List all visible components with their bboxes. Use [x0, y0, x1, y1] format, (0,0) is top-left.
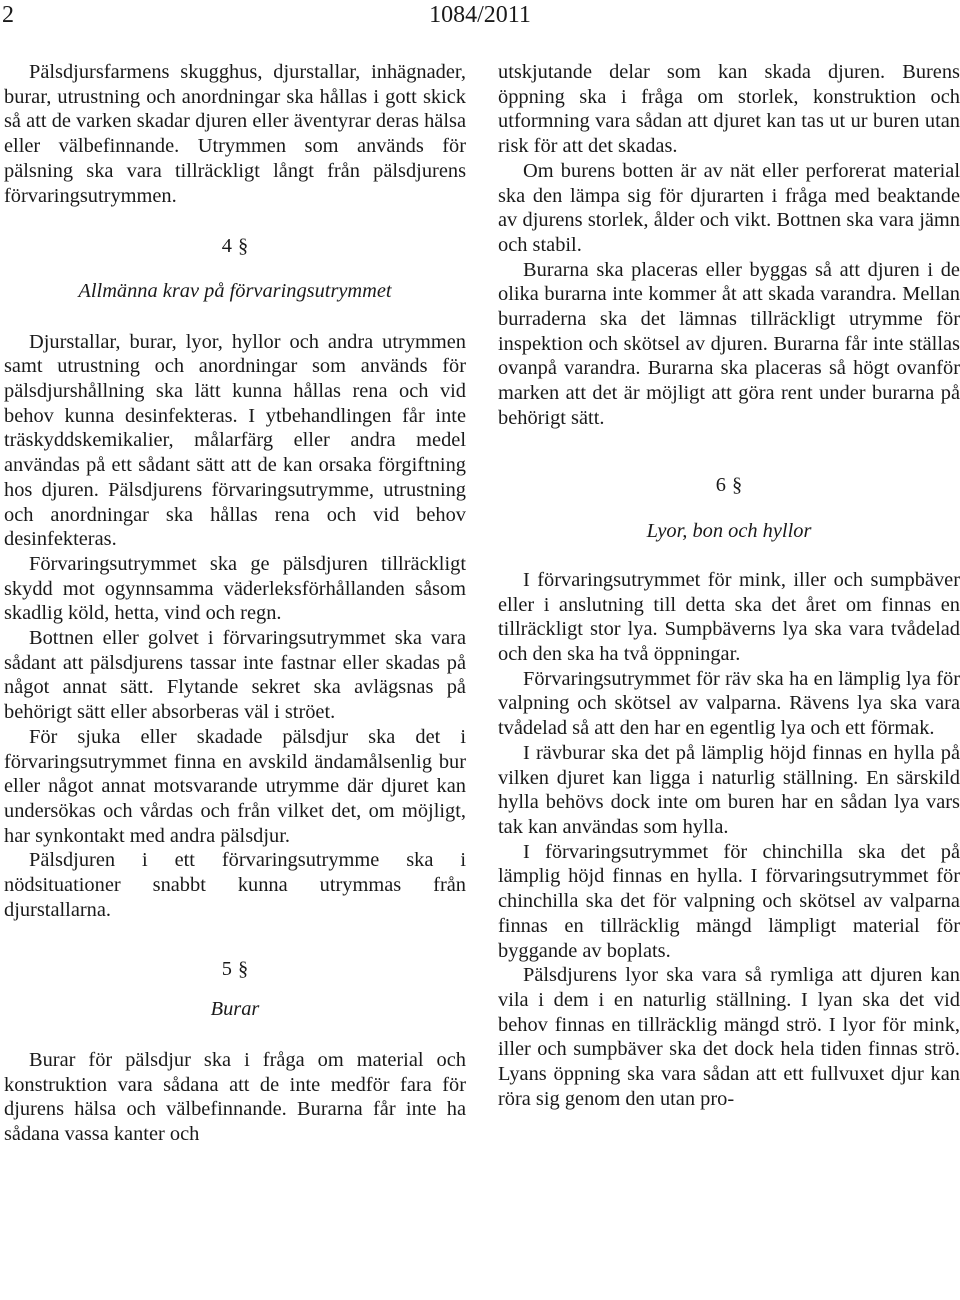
page-header: [0, 0, 960, 34]
section-6-heading: [498, 473, 960, 498]
section-number: 5: [221, 957, 232, 980]
paragraph: Förvaringsutrymmet ska ge pälsdjuren tillräckligt skydd mot ogynnsamma väderleksförhållanden såsom skadlig köld, hetta, vind och regn.: [4, 552, 466, 625]
section-5-title: Burar: [210, 998, 260, 1021]
paragraph: Förvaringsutrymmet för räv ska ha en lämplig lya för valpning och skötsel av valparna. Rävens lya ska vara tvådelad så att den har en egentlig lya och ett förmak.: [498, 667, 960, 740]
section-sign-icon: §: [238, 235, 249, 258]
paragraph: Djurstallar, burar, lyor, hyllor och andra utrymmen samt utrustning och anordningar som används för pälsdjurshållning ska lätt kunna hållas rena och vid behov kunna desinfekteras. I ytbehandlingen får inte träskyddskemikalier, målarfärg eller andra medel användas på ett sådant sätt att de kan orsaka förgiftning hos djuren. Pälsdjurens förvaringsutrymme, utrustning och anordningar ska hållas rena och vid behov desinfekteras.: [4, 330, 466, 551]
section-4-title: Allmänna krav på förvaringsutrymmet: [78, 279, 392, 302]
paragraph: Pälsdjurens lyor ska vara så rymliga att djuren kan vila i dem i en naturlig ställning. I lyan ska det vid behov finnas en tillräcklig mängd strö. I lyor för mink, iller och sumpbäver ska det dock hela tiden finnas strö. Lyans öppning ska vara sådan att ett fullvuxet djur kan röra sig genom den utan pro-: [498, 964, 960, 1110]
page-number: 2: [2, 2, 14, 28]
paragraph: I rävburar ska det på lämplig höjd finnas en hylla på vilken djuret kan ligga i naturlig ställning. En särskild hylla behövs dock inte om buren har en sådan lya vars tak kan användas som hylla.: [498, 741, 960, 838]
section-number: 4: [221, 235, 232, 258]
section-5-heading: [4, 957, 466, 982]
paragraph-intro: Pälsdjursfarmens skugghus, djurstallar, inhägnader, burar, utrustning och anordningar ska hållas i gott skick så att de varken skadar djuren eller äventyrar deras hälsa eller välbefinnande. Utrymmen som används för pälsning ska vara tillräckligt långt från pälsdjurens förvaringsutrymmen.: [4, 61, 466, 207]
paragraph: Pälsdjuren i ett förvaringsutrymme ska i nödsituationer snabbt kunna utrymmas från djurstallarna.: [4, 849, 466, 921]
paragraph: I förvaringsutrymmet för mink, iller och sumpbäver eller i anslutning till detta ska det året om finnas en tillräckligt stor lya. Sumpbäverns lya ska vara tvådelad och den ska ha två öppningar.: [498, 568, 960, 666]
document-id: 1084/2011: [429, 2, 531, 28]
paragraph: Bottnen eller golvet i förvaringsutrymmet ska vara sådant att pälsdjurens tassar inte fastnar eller skadas på något annat sätt. Flytande sekret ska avlägsnas på behörigt sätt eller absorberas väl i ströet.: [4, 627, 466, 724]
paragraph: För sjuka eller skadade pälsdjur ska det i förvaringsutrymmet finna en avskild ändamålsenlig bur eller något annat motsvarande utrymme där djuret kan undersökas och vårdas och från vilket det, om möjligt, har synkontakt med andra pälsdjur.: [4, 725, 466, 847]
right-column: [498, 60, 960, 1111]
section-4-heading: [4, 234, 466, 259]
paragraph-continued: utskjutande delar som kan skada djuren. Burens öppning ska i fråga om storlek, konstruktion och utformning vara sådan att djuret kan tas ut ur buren utan risk för att det skadas.: [498, 61, 960, 158]
section-6-title: Lyor, bon och hyllor: [646, 520, 812, 543]
section-number: 6: [715, 473, 726, 496]
paragraph: Burar för pälsdjur ska i fråga om material och konstruktion vara sådana att de inte medför fara för djurens hälsa och välbefinnande. Burarna får inte ha sådana vassa kanter och: [4, 1048, 466, 1146]
section-sign-icon: §: [732, 473, 743, 496]
paragraph: Om burens botten är av nät eller perforerat material ska den lämpa sig för djurarten i fråga med beaktande av djurens storlek, ålder och vikt. Bottnen ska vara jämn och stabil.: [498, 159, 960, 256]
paragraph: Burarna ska placeras eller byggas så att djuren i de olika burarna inte kommer åt att skada varandra. Mellan burraderna ska det lämnas tillräckligt utrymme för inspektion och skötsel av djuren. Burarna får inte ställas ovanpå varandra. Burarna ska placeras så högt ovanför marken att det är möjligt att göra rent under burarna på behörigt sätt.: [498, 258, 960, 429]
section-sign-icon: §: [238, 957, 249, 980]
left-column: [4, 60, 466, 1147]
paragraph: I förvaringsutrymmet för chinchilla ska det på lämplig höjd finnas en hylla. I förvaringsutrymmet för chinchilla ska det för valpning och skötsel av valparna finnas en tillräcklig mängd lämpligt material för byggande av boplats.: [498, 840, 960, 962]
